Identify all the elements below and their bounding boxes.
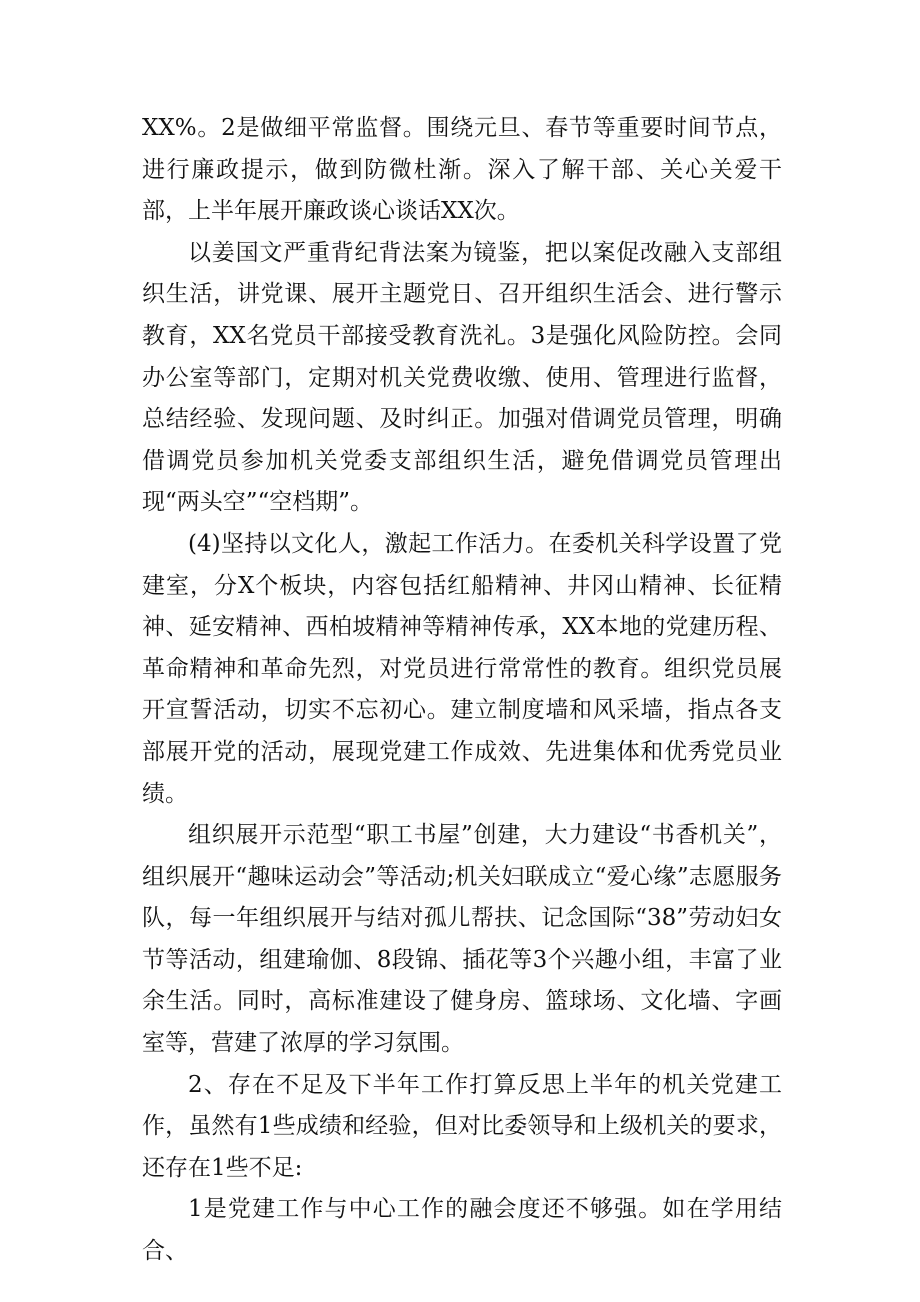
document-body [142,108,782,1273]
paragraph-4: 组织展开示范型“职工书屋”创建，大力建设“书香机关”，组织展开“趣味运动会”等活动;机关妇联成立“爱心缘”志愿服务队，每一年组织展开与结对孤儿帮扶、记念国际“38”劳动妇女节等活动，组建瑜伽、8段锦、插花等3个兴趣小组，丰富了业余生活。同时，高标准建设了健身房、篮球场、文化墙、字画室等，营建了浓厚的学习氛围。 [142,822,782,1057]
paragraph-2: 以姜国文严重背纪背法案为镜鉴，把以案促改融入支部组织生活，讲党课、展开主题党日、召开组织生活会、进行警示教育，XX名党员干部接受教育洗礼。3是强化风险防控。会同办公室等部门，定期对机关党费收缴、使用、管理进行监督，总结经验、发现问题、及时纠正。加强对借调党员管理，明确借调党员参加机关党委支部组织生活，避免借调党员管理出现“两头空”“空档期”。 [142,239,782,516]
paragraph-5: 2、存在不足及下半年工作打算反思上半年的机关党建工作，虽然有1些成绩和经验，但对比委领导和上级机关的要求，还存在1些不足: [142,1071,782,1181]
paragraph-6: 1是党建工作与中心工作的融会度还不够强。如在学用结合、 [142,1196,782,1265]
paragraph-1: XX%。2是做细平常监督。围绕元旦、春节等重要时间节点，进行廉政提示，做到防微杜渐。深入了解干部、关心关爱干部，上半年展开廉政谈心谈话XX次。 [142,115,782,225]
paragraph-3: (4)坚持以文化人，激起工作活力。在委机关科学设置了党建室，分X个板块，内容包括红船精神、井冈山精神、长征精神、延安精神、西柏坡精神等精神传承，XX本地的党建历程、革命精神和革命先烈，对党员进行常常性的教育。组织党员展开宣誓活动，切实不忘初心。建立制度墙和风采墙，指点各支部展开党的活动，展现党建工作成效、先进集体和优秀党员业绩。 [142,530,782,807]
